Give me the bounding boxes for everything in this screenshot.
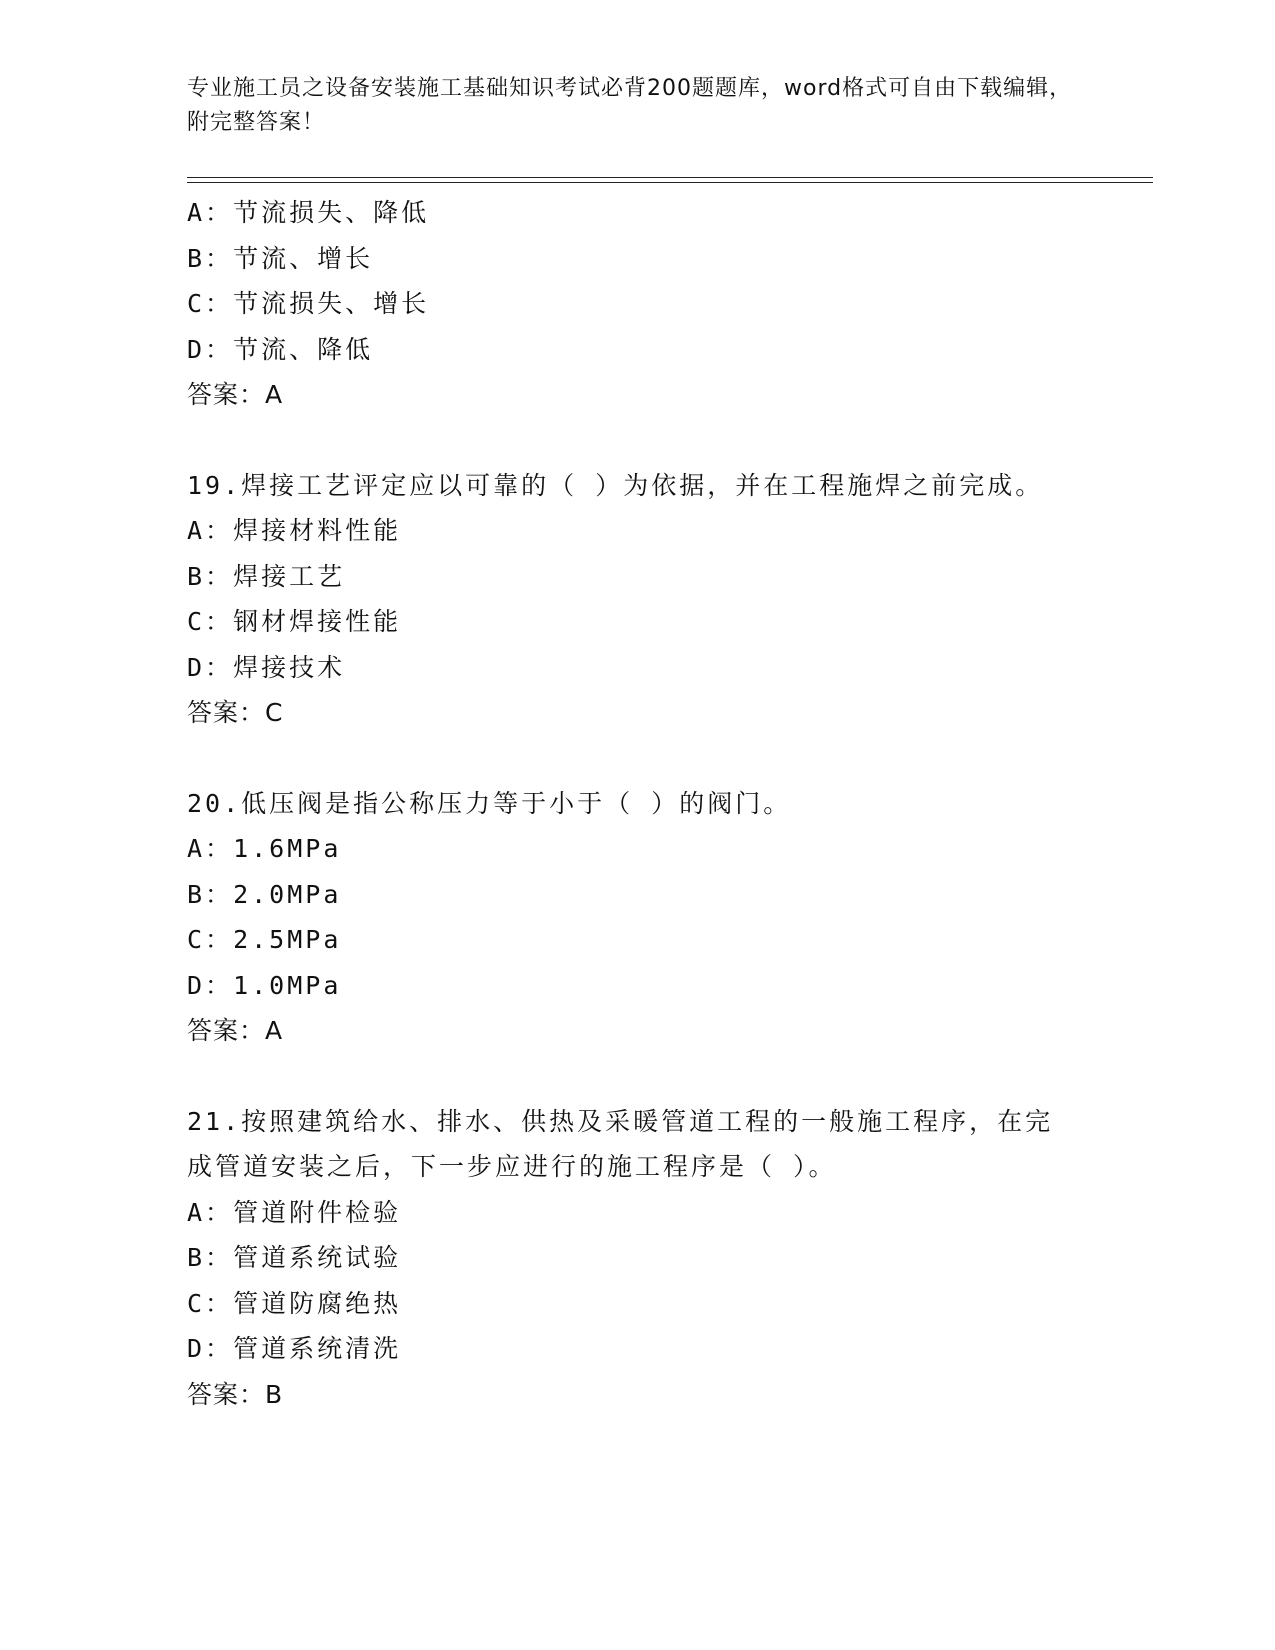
header-divider-top bbox=[187, 177, 1153, 178]
answer: 答案：B bbox=[187, 1379, 284, 1409]
question-text: 21.按照建筑给水、排水、供热及采暖管道工程的一般施工程序，在完成管道安装之后，下一步应进行的施工程序是（ ）。 bbox=[187, 1106, 1054, 1181]
option-d: D：节流、降低 bbox=[187, 334, 374, 364]
option-d: D：管道系统清洗 bbox=[187, 1334, 402, 1363]
option-d: D：焊接技术 bbox=[187, 652, 346, 682]
option-c: C：节流损失、增长 bbox=[187, 289, 430, 318]
answer: 答案：C bbox=[187, 698, 284, 727]
spacer bbox=[187, 1054, 1107, 1099]
answer: 答案：A bbox=[187, 380, 284, 409]
question-text: 19.焊接工艺评定应以可靠的（ ）为依据，并在工程施焊之前完成。 bbox=[187, 470, 1044, 500]
header-divider-bottom bbox=[187, 182, 1153, 183]
answer: 答案：A bbox=[187, 1016, 284, 1045]
option-a: A：焊接材料性能 bbox=[187, 516, 402, 545]
question-block-18 bbox=[187, 190, 1107, 418]
option-c: C：钢材焊接性能 bbox=[187, 607, 402, 636]
option-c: C：管道防腐绝热 bbox=[187, 1288, 402, 1318]
question-text: 20.低压阀是指公称压力等于小于（ ）的阀门。 bbox=[187, 788, 792, 818]
option-b: B：2.0MPa bbox=[187, 879, 342, 909]
option-b: B：焊接工艺 bbox=[187, 561, 346, 591]
option-c: C：2.5MPa bbox=[187, 925, 342, 954]
question-list bbox=[187, 190, 1107, 1417]
document-header: 专业施工员之设备安装施工基础知识考试必背200题题库，word格式可自由下载编辑，附完整答案！ bbox=[187, 76, 1073, 135]
spacer bbox=[187, 736, 1107, 781]
option-a: A：1.6MPa bbox=[187, 834, 342, 863]
option-a: A：管道附件检验 bbox=[187, 1197, 402, 1227]
question-block-19 bbox=[187, 463, 1107, 736]
option-b: B：管道系统试验 bbox=[187, 1243, 402, 1272]
option-d: D：1.0MPa bbox=[187, 970, 342, 1000]
question-block-20 bbox=[187, 781, 1107, 1054]
question-block-21 bbox=[187, 1099, 1107, 1418]
option-b: B：节流、增长 bbox=[187, 243, 374, 273]
option-a: A：节流损失、降低 bbox=[187, 198, 430, 227]
spacer bbox=[187, 418, 1107, 463]
